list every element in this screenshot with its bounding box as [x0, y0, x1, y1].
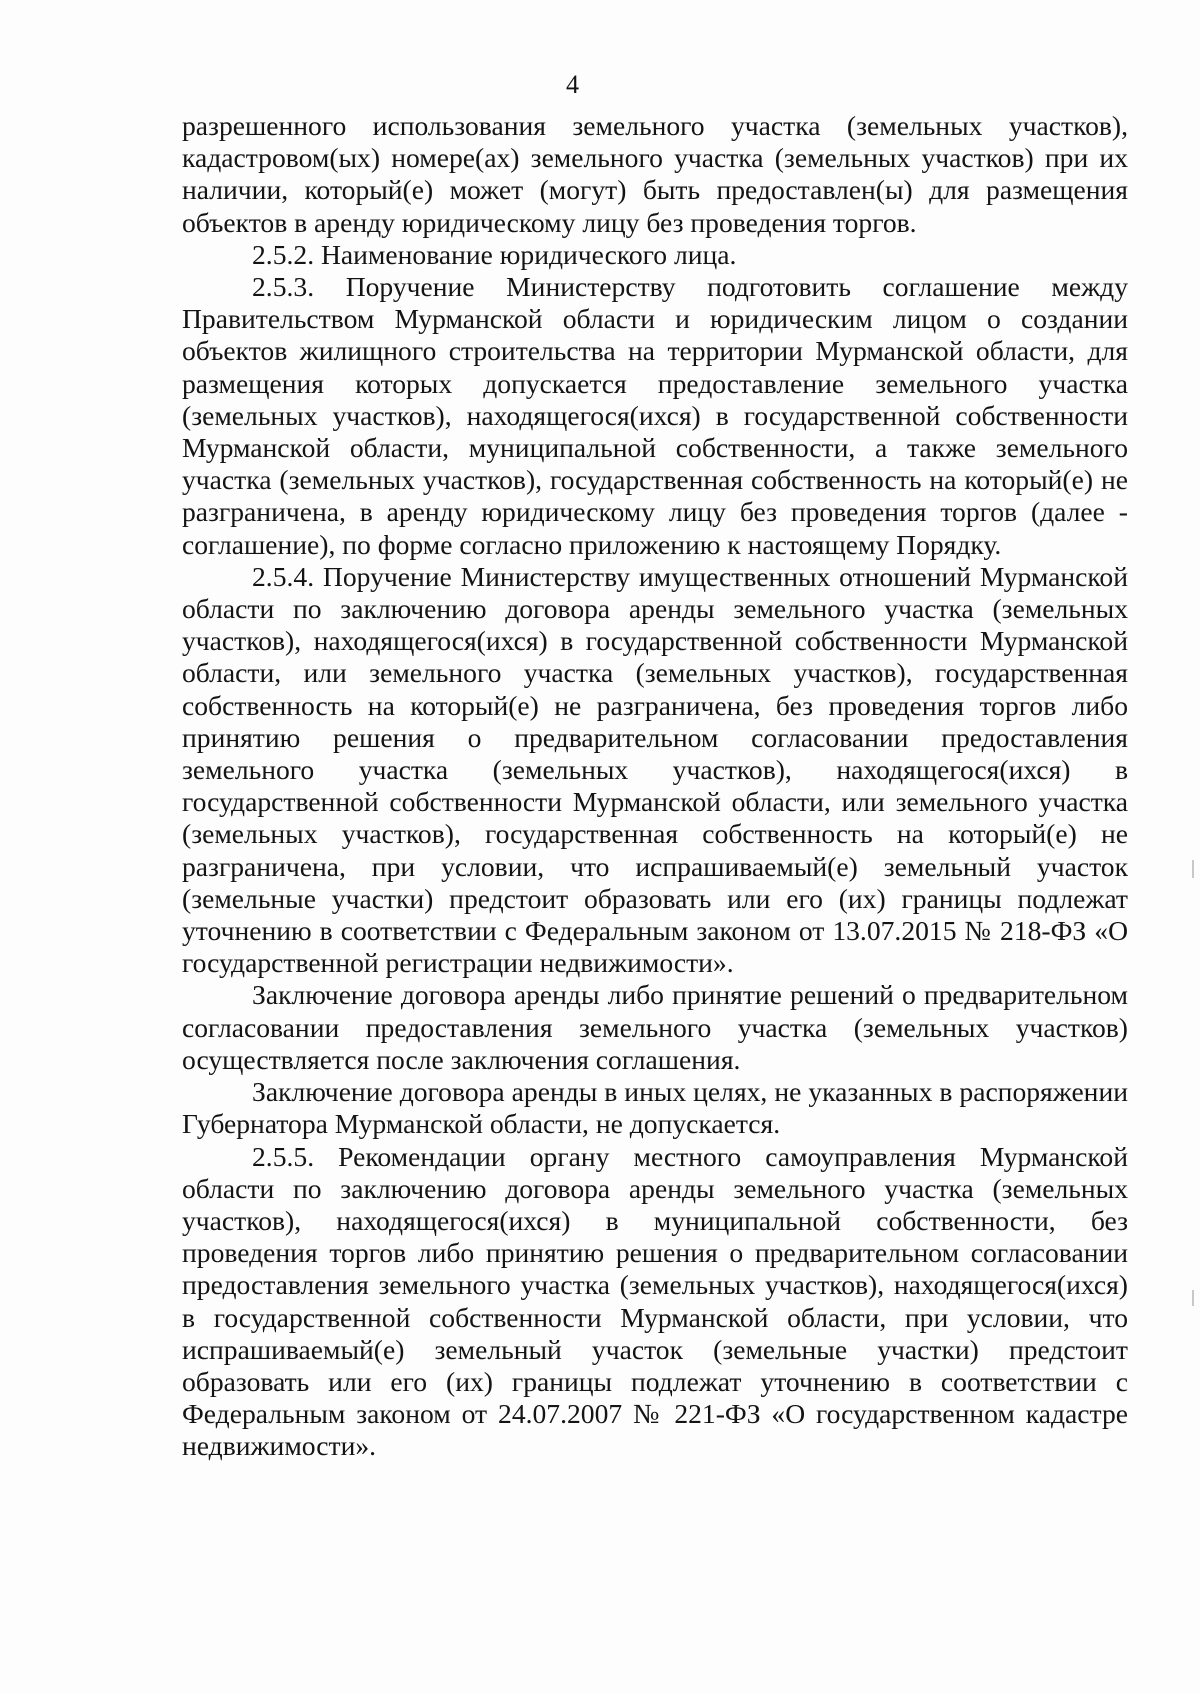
paragraph-2-5-4: 2.5.4. Поручение Министерству имущественных отношений Мурманской области по заключению договора аренды земельного участка (земельных участков), находящегося(ихся) в государственной собственности Мурманской области, или земельного участка (земельных участков), государственная собственность на который(е) не разграничена, без проведения торгов либо принятию решения о предварительном согласовании предоставления земельного участка (земельных участков), находящегося(ихся) в государственной собственности Мурманской области, или земельного участка (земельных участков), государственная собственность на который(е) не разграничена, при условии, что испрашиваемый(е) земельный участок (земельные участки) предстоит образовать или его (их) границы подлежат уточнению в соответствии с Федеральным законом от 13.07.2015 № 218-ФЗ «О государственной регистрации недвижимости».	[182, 560, 1128, 979]
paragraph-2-5-3: 2.5.3. Поручение Министерству подготовить соглашение между Правительством Мурманской области и юридическим лицом о создании объектов жилищного строительства на территории Мурманской области, для размещения которых допускается предоставление земельного участка (земельных участков), находящегося(ихся) в государственной собственности Мурманской области, муниципальной собственности, а также земельного участка (земельных участков), государственная собственность на который(е) не разграничена, в аренду юридическому лицу без проведения торгов (далее - соглашение), по форме согласно приложению к настоящему Порядку.	[182, 271, 1128, 560]
scan-edge-mark	[1192, 860, 1194, 878]
paragraph-continuation: разрешенного использования земельного участка (земельных участков), кадастровом(ых) номере(ах) земельного участка (земельных участков) при их наличии, который(е) может (могут) быть предоставлен(ы) для размещения объектов в аренду юридическому лицу без проведения торгов.	[182, 110, 1128, 238]
paragraph-lease-other-purposes: Заключение договора аренды в иных целях, не указанных в распоряжении Губернатора Мурманской области, не допускается.	[182, 1076, 1128, 1140]
page-number: 4	[566, 70, 579, 99]
scan-edge-mark	[1192, 1290, 1194, 1306]
paragraph-lease-after-agreement: Заключение договора аренды либо принятие решений о предварительном согласовании предоставления земельного участка (земельных участков) осуществляется после заключения соглашения.	[182, 979, 1128, 1075]
paragraph-2-5-5: 2.5.5. Рекомендации органу местного самоуправления Мурманской области по заключению договора аренды земельного участка (земельных участков), находящегося(ихся) в муниципальной собственности, без проведения торгов либо принятию решения о предварительном согласовании предоставления земельного участка (земельных участков), находящегося(ихся) в государственной собственности Мурманской области, при условии, что испрашиваемый(е) земельный участок (земельные участки) предстоит образовать или его (их) границы подлежат уточнению в соответствии с Федеральным законом от 24.07.2007 № 221-ФЗ «О государственном кадастре недвижимости».	[182, 1140, 1128, 1462]
paragraph-2-5-2: 2.5.2. Наименование юридического лица.	[252, 238, 737, 270]
document-body	[182, 110, 1128, 1463]
